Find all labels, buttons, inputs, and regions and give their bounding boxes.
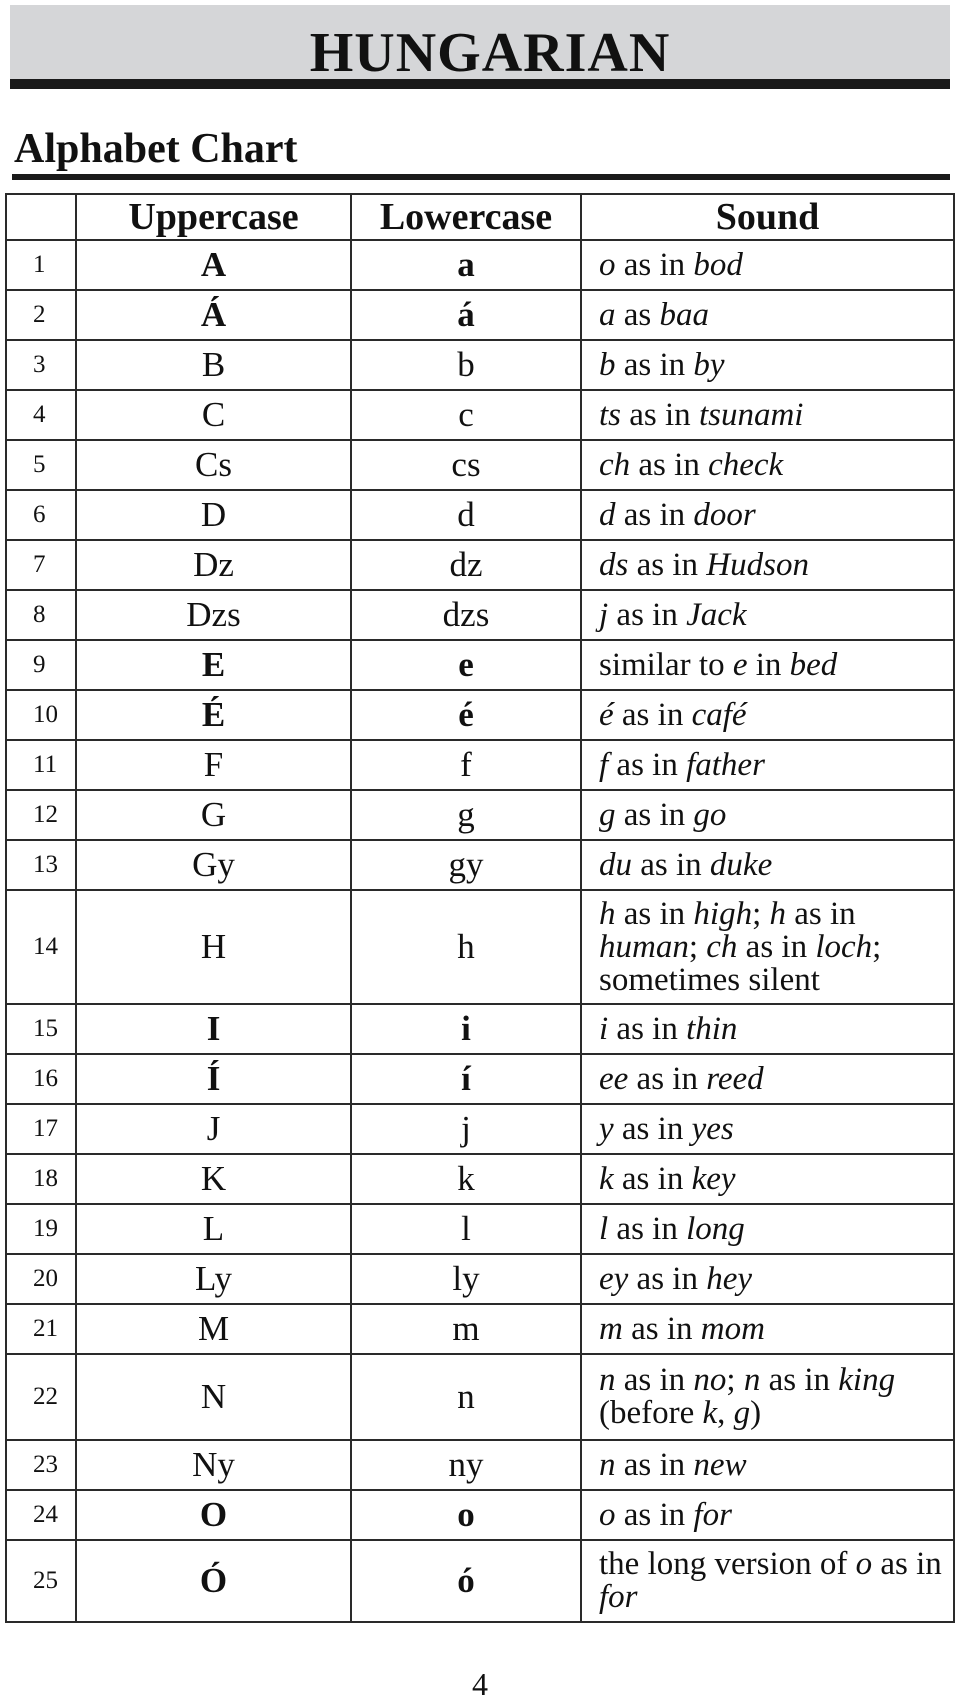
sound-example-italic: no <box>693 1362 727 1398</box>
sound-example-italic: m <box>599 1310 623 1347</box>
lowercase-letter: k <box>351 1154 581 1204</box>
sound-example-italic: o <box>599 1496 616 1533</box>
uppercase-letter: G <box>76 790 351 840</box>
header-uppercase: Uppercase <box>76 194 351 240</box>
table-body <box>6 240 954 1622</box>
table-row <box>6 840 954 890</box>
sound-description <box>581 340 954 390</box>
sound-example-italic: i <box>599 1010 609 1047</box>
sound-example-italic: d <box>599 496 616 533</box>
header-sound: Sound <box>581 194 954 240</box>
lowercase-letter: í <box>351 1054 581 1104</box>
table-row <box>6 1490 954 1540</box>
sound-example-italic: duke <box>709 846 773 883</box>
row-number: 9 <box>6 640 76 690</box>
lowercase-letter: j <box>351 1104 581 1154</box>
section-divider <box>12 174 950 180</box>
row-number: 1 <box>6 240 76 290</box>
table-row <box>6 440 954 490</box>
sound-text: as in <box>613 1110 692 1147</box>
uppercase-letter: Ly <box>76 1254 351 1304</box>
uppercase-letter: A <box>76 240 351 290</box>
uppercase-letter: Dzs <box>76 590 351 640</box>
table-row <box>6 790 954 840</box>
table-row <box>6 1304 954 1354</box>
sound-text: ; sometimes silent <box>599 928 882 998</box>
sound-description <box>581 690 954 740</box>
sound-example-italic: check <box>708 446 784 483</box>
uppercase-letter: Á <box>76 290 351 340</box>
sound-description <box>581 1004 954 1054</box>
lowercase-letter: gy <box>351 840 581 890</box>
sound-description <box>581 840 954 890</box>
sound-example-italic: by <box>693 346 725 383</box>
table-row <box>6 640 954 690</box>
sound-text: as in <box>608 746 687 783</box>
uppercase-letter: Í <box>76 1054 351 1104</box>
sound-example-italic: king <box>838 1362 896 1398</box>
sound-text: ; <box>752 895 770 932</box>
sound-text: as in <box>608 1010 687 1047</box>
lowercase-letter: b <box>351 340 581 390</box>
row-number: 14 <box>6 890 76 1004</box>
sound-example-italic: hey <box>706 1260 753 1297</box>
sound-example-italic: go <box>693 796 727 833</box>
sound-text: (before <box>599 1395 703 1431</box>
table-row <box>6 1354 954 1440</box>
sound-example-italic: n <box>743 1362 761 1398</box>
uppercase-letter: Dz <box>76 540 351 590</box>
sound-text: as in <box>628 1060 707 1097</box>
sound-text: as in <box>613 696 692 733</box>
sound-example-italic: ch <box>599 446 631 483</box>
sound-example-italic: high <box>693 895 753 932</box>
sound-example-italic: y <box>599 1110 614 1147</box>
lowercase-letter: dz <box>351 540 581 590</box>
uppercase-letter: O <box>76 1490 351 1540</box>
row-number: 19 <box>6 1204 76 1254</box>
uppercase-letter: M <box>76 1304 351 1354</box>
sound-example-italic: Jack <box>686 596 747 633</box>
sound-description <box>581 640 954 690</box>
sound-text: as in <box>615 1362 694 1398</box>
row-number: 16 <box>6 1054 76 1104</box>
uppercase-letter: N <box>76 1354 351 1440</box>
table-row <box>6 590 954 640</box>
sound-text: as in <box>615 496 694 533</box>
sound-example-italic: k <box>599 1160 614 1197</box>
table-row <box>6 1104 954 1154</box>
sound-example-italic: human <box>599 928 689 965</box>
sound-text: as in <box>630 446 709 483</box>
uppercase-letter: Cs <box>76 440 351 490</box>
lowercase-letter: n <box>351 1354 581 1440</box>
lowercase-letter: i <box>351 1004 581 1054</box>
row-number: 18 <box>6 1154 76 1204</box>
row-number: 5 <box>6 440 76 490</box>
lowercase-letter: l <box>351 1204 581 1254</box>
uppercase-letter: Ny <box>76 1440 351 1490</box>
sound-description <box>581 1254 954 1304</box>
sound-description <box>581 1304 954 1354</box>
lowercase-letter: á <box>351 290 581 340</box>
table-row <box>6 1254 954 1304</box>
sound-example-italic: new <box>693 1446 747 1483</box>
sound-example-italic: bed <box>789 646 838 683</box>
sound-description <box>581 1354 954 1440</box>
page-header <box>10 5 950 89</box>
sound-example-italic: n <box>599 1446 616 1483</box>
sound-example-italic: father <box>686 746 765 783</box>
sound-text: as in <box>615 246 694 283</box>
table-row <box>6 290 954 340</box>
sound-example-italic: k <box>702 1395 718 1431</box>
sound-text: as in <box>608 596 687 633</box>
table-row <box>6 240 954 290</box>
sound-text: ; <box>726 1362 744 1398</box>
uppercase-letter: Gy <box>76 840 351 890</box>
sound-description <box>581 390 954 440</box>
table-row <box>6 390 954 440</box>
sound-description <box>581 490 954 540</box>
lowercase-letter: ó <box>351 1540 581 1622</box>
sound-text: as in <box>632 846 710 883</box>
sound-description <box>581 540 954 590</box>
sound-example-italic: ts <box>599 396 622 433</box>
sound-description <box>581 1054 954 1104</box>
lowercase-letter: g <box>351 790 581 840</box>
row-number: 6 <box>6 490 76 540</box>
row-number: 8 <box>6 590 76 640</box>
sound-description <box>581 890 954 1004</box>
sound-example-italic: ee <box>599 1060 629 1097</box>
sound-example-italic: bod <box>693 246 743 283</box>
table-row <box>6 1204 954 1254</box>
uppercase-letter: L <box>76 1204 351 1254</box>
table-row <box>6 690 954 740</box>
sound-example-italic: ds <box>599 546 629 583</box>
sound-description <box>581 240 954 290</box>
sound-example-italic: café <box>691 696 747 733</box>
table-row <box>6 1540 954 1622</box>
row-number: 15 <box>6 1004 76 1054</box>
table-row <box>6 1440 954 1490</box>
row-number: 24 <box>6 1490 76 1540</box>
sound-text: similar to <box>599 646 733 683</box>
header-lowercase: Lowercase <box>351 194 581 240</box>
sound-description <box>581 1104 954 1154</box>
sound-example-italic: b <box>599 346 616 383</box>
page-title: HUNGARIAN <box>309 22 671 84</box>
row-number: 11 <box>6 740 76 790</box>
sound-example-italic: loch <box>815 928 873 965</box>
row-number: 13 <box>6 840 76 890</box>
lowercase-letter: a <box>351 240 581 290</box>
sound-example-italic: e <box>732 646 748 683</box>
sound-example-italic: for <box>599 1579 638 1615</box>
header-number <box>6 194 76 240</box>
sound-text: as in <box>608 1210 687 1247</box>
sound-text: ; <box>688 928 707 965</box>
page-number: 4 <box>472 1666 488 1702</box>
sound-example-italic: thin <box>686 1010 738 1047</box>
sound-example-italic: reed <box>706 1060 764 1097</box>
sound-description <box>581 1490 954 1540</box>
lowercase-letter: o <box>351 1490 581 1540</box>
sound-example-italic: door <box>693 496 756 533</box>
uppercase-letter: D <box>76 490 351 540</box>
row-number: 21 <box>6 1304 76 1354</box>
sound-text: , <box>717 1395 734 1431</box>
sound-example-italic: for <box>693 1496 732 1533</box>
uppercase-letter: C <box>76 390 351 440</box>
lowercase-letter: c <box>351 390 581 440</box>
sound-example-italic: a <box>599 296 616 333</box>
sound-example-italic: key <box>691 1160 736 1197</box>
sound-text: as in <box>872 1546 942 1582</box>
uppercase-letter: K <box>76 1154 351 1204</box>
table-row <box>6 1154 954 1204</box>
sound-text: as in <box>615 1496 694 1533</box>
sound-text: as in <box>615 796 694 833</box>
sound-example-italic: ch <box>706 928 738 965</box>
sound-example-italic: tsunami <box>698 396 804 433</box>
sound-example-italic: o <box>855 1546 873 1582</box>
sound-text: as in <box>622 1310 701 1347</box>
uppercase-letter: I <box>76 1004 351 1054</box>
sound-text: ) <box>750 1395 762 1431</box>
lowercase-letter: cs <box>351 440 581 490</box>
row-number: 3 <box>6 340 76 390</box>
row-number: 7 <box>6 540 76 590</box>
uppercase-letter: F <box>76 740 351 790</box>
table-row <box>6 340 954 390</box>
lowercase-letter: m <box>351 1304 581 1354</box>
uppercase-letter: Ó <box>76 1540 351 1622</box>
row-number: 22 <box>6 1354 76 1440</box>
row-number: 10 <box>6 690 76 740</box>
sound-example-italic: du <box>599 846 632 883</box>
sound-description <box>581 1204 954 1254</box>
sound-example-italic: g <box>733 1395 751 1431</box>
row-number: 23 <box>6 1440 76 1490</box>
sound-example-italic: l <box>599 1210 609 1247</box>
lowercase-letter: dzs <box>351 590 581 640</box>
table-row <box>6 1004 954 1054</box>
sound-example-italic: o <box>599 246 616 283</box>
section-title: Alphabet Chart <box>14 126 298 172</box>
sound-example-italic: ey <box>599 1260 629 1297</box>
sound-example-italic: Hudson <box>706 546 809 583</box>
uppercase-letter: É <box>76 690 351 740</box>
table-row <box>6 540 954 590</box>
sound-text: as in <box>615 895 694 932</box>
table-row <box>6 740 954 790</box>
sound-text: as in <box>628 546 707 583</box>
table-row <box>6 1054 954 1104</box>
lowercase-letter: ly <box>351 1254 581 1304</box>
sound-text: as in <box>621 396 699 433</box>
uppercase-letter: E <box>76 640 351 690</box>
sound-example-italic: yes <box>691 1110 734 1147</box>
lowercase-letter: e <box>351 640 581 690</box>
sound-text: as in <box>613 1160 692 1197</box>
table-header-row <box>6 194 954 240</box>
uppercase-letter: J <box>76 1104 351 1154</box>
row-number: 2 <box>6 290 76 340</box>
sound-text: as in <box>628 1260 707 1297</box>
sound-text: as in <box>615 346 694 383</box>
sound-example-italic: h <box>599 895 616 932</box>
sound-text: as in <box>737 928 816 965</box>
row-number: 20 <box>6 1254 76 1304</box>
sound-description <box>581 1440 954 1490</box>
lowercase-letter: ny <box>351 1440 581 1490</box>
sound-example-italic: h <box>769 895 787 932</box>
sound-example-italic: mom <box>700 1310 765 1347</box>
sound-description <box>581 590 954 640</box>
sound-example-italic: long <box>686 1210 745 1247</box>
sound-example-italic: g <box>599 796 616 833</box>
sound-text: as <box>615 296 660 333</box>
lowercase-letter: f <box>351 740 581 790</box>
lowercase-letter: h <box>351 890 581 1004</box>
lowercase-letter: é <box>351 690 581 740</box>
sound-text: in <box>747 646 790 683</box>
sound-text: as in <box>760 1362 839 1398</box>
sound-text: as in <box>786 895 856 932</box>
alphabet-table <box>5 193 955 1623</box>
table-row <box>6 490 954 540</box>
sound-description <box>581 440 954 490</box>
sound-example-italic: é <box>599 696 614 733</box>
sound-description <box>581 790 954 840</box>
sound-text: as in <box>615 1446 694 1483</box>
sound-example-italic: f <box>599 746 609 783</box>
sound-description <box>581 1154 954 1204</box>
lowercase-letter: d <box>351 490 581 540</box>
sound-description <box>581 290 954 340</box>
sound-text: the long version of <box>599 1546 856 1582</box>
sound-description <box>581 1540 954 1622</box>
row-number: 4 <box>6 390 76 440</box>
row-number: 12 <box>6 790 76 840</box>
sound-example-italic: baa <box>659 296 709 333</box>
sound-example-italic: n <box>599 1362 616 1398</box>
uppercase-letter: B <box>76 340 351 390</box>
sound-description <box>581 740 954 790</box>
uppercase-letter: H <box>76 890 351 1004</box>
row-number: 25 <box>6 1540 76 1622</box>
sound-example-italic: j <box>599 596 609 633</box>
row-number: 17 <box>6 1104 76 1154</box>
table-row <box>6 890 954 1004</box>
